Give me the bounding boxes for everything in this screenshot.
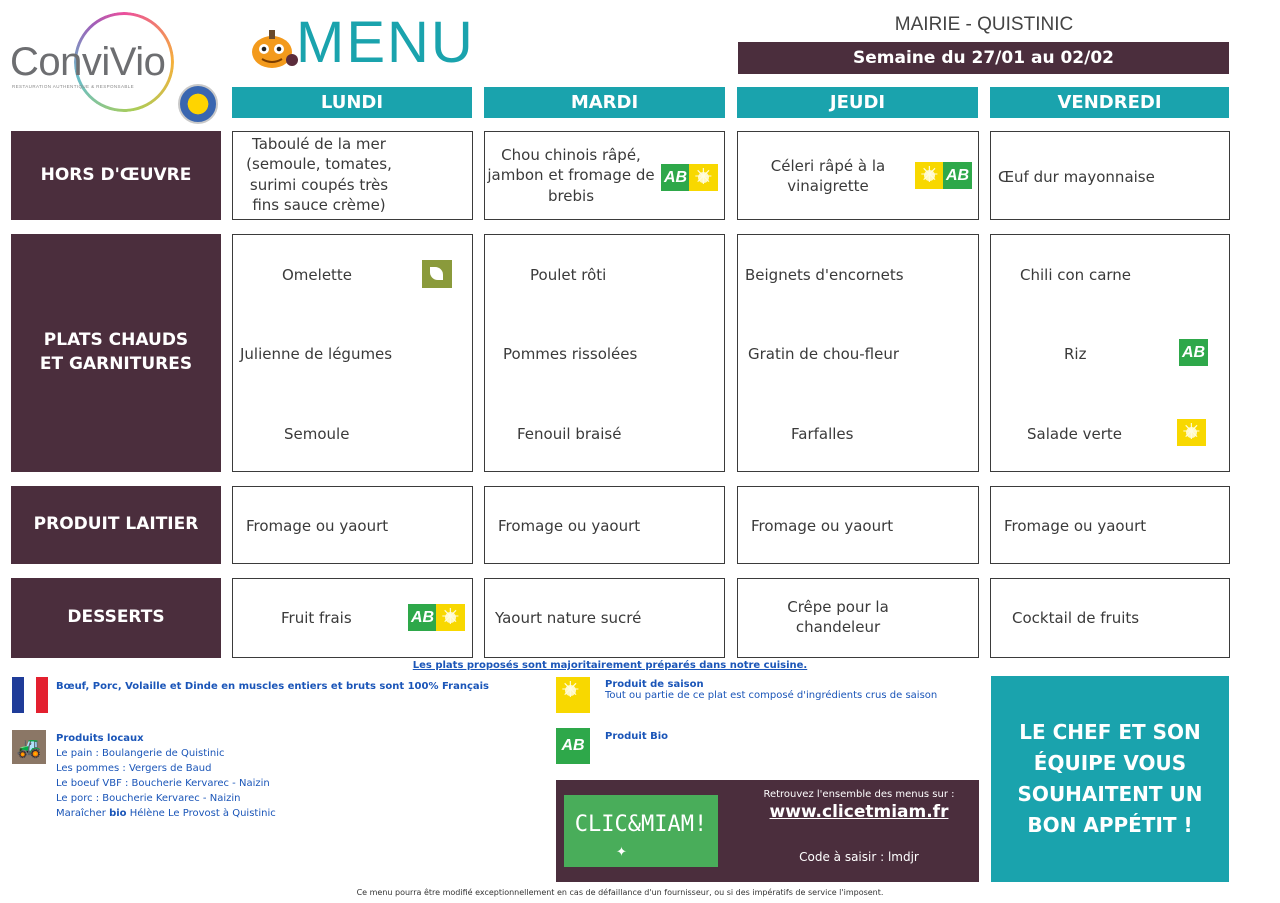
bio-ab-icon: AB — [1179, 339, 1208, 366]
day-header-vendredi: VENDREDI — [990, 87, 1229, 118]
french-flag-icon — [12, 677, 48, 713]
bio-ab-icon: AB — [661, 164, 690, 191]
pumpkin-mascot-icon — [250, 26, 298, 70]
logo-tagline: RESTAURATION AUTHENTIQUE & RESPONSABLE — [12, 84, 135, 89]
local-products: Produits locaux Le pain : Boulangerie de Quistinic Les pommes : Vergers de Baud Le boeuf VBF : Boucherie Kervarec - Naizin Le porc : Boucherie Kervarec - Naizin Maraîcher bio Hélène Le Provost à Quistinic — [56, 733, 276, 819]
logo-text: ConviVio — [10, 40, 166, 84]
dessert-vendredi: Cocktail de fruits — [990, 578, 1230, 658]
row-label-produit-laitier: PRODUIT LAITIER — [11, 486, 221, 564]
row-label-hors-doeuvre: HORS D'ŒUVRE — [11, 131, 221, 220]
legend-bio: Produit Bio — [605, 731, 669, 742]
find-menus-text: Retrouvez l'ensemble des menus sur : — [763, 789, 955, 800]
laitier-mardi: Fromage ou yaourt — [484, 486, 725, 564]
hors-doeuvre-lundi: Taboulé de la mer (semoule, tomates, surimi coupés très fins sauce crème) — [232, 131, 473, 220]
laitier-lundi: Fromage ou yaourt — [232, 486, 473, 564]
cursor-icon: ✦ — [616, 845, 627, 860]
row-label-desserts: DESSERTS — [11, 578, 221, 658]
bio-ab-icon: AB — [408, 604, 437, 631]
legend-season-icon — [556, 677, 590, 713]
plats-jeudi: Beignets d'encornets Gratin de chou-fleur Farfalles — [737, 234, 979, 472]
access-code: Code à saisir : lmdjr — [799, 850, 919, 864]
chef-message: LE CHEF ET SON ÉQUIPE VOUS SOUHAITENT UN BON APPÉTIT ! — [991, 676, 1229, 882]
legend-bio-icon: AB — [556, 728, 590, 764]
homemade-note: Les plats proposés sont majoritairement préparés dans notre cuisine. — [412, 660, 808, 671]
laitier-jeudi: Fromage ou yaourt — [737, 486, 979, 564]
season-sun-icon — [915, 162, 944, 189]
hors-doeuvre-jeudi: Céleri râpé à la vinaigrette ✳ AB — [737, 131, 979, 220]
week-banner: Semaine du 27/01 au 02/02 — [738, 42, 1229, 74]
plats-vendredi: Chili con carne Riz AB Salade verte ✳ — [990, 234, 1230, 472]
dessert-lundi: Fruit frais AB ✳ — [232, 578, 473, 658]
day-header-mardi: MARDI — [484, 87, 725, 118]
bio-ab-icon: AB — [943, 162, 972, 189]
tractor-icon: 🚜 — [12, 730, 46, 764]
mairie-label: MAIRIE - QUISTINIC — [894, 14, 1074, 35]
menu-title: MENU — [296, 10, 475, 75]
hors-doeuvre-mardi: Chou chinois râpé, jambon et fromage de brebis AB ✳ — [484, 131, 725, 220]
dessert-mardi: Yaourt nature sucré — [484, 578, 725, 658]
hors-doeuvre-vendredi: Œuf dur mayonnaise — [990, 131, 1230, 220]
clicetmiam-link[interactable]: www.clicetmiam.fr — [769, 802, 949, 822]
season-sun-icon — [1177, 419, 1206, 446]
season-sun-icon — [436, 604, 465, 631]
french-origin-text: Bœuf, Porc, Volaille et Dinde en muscles entiers et bruts sont 100% Français — [56, 681, 489, 692]
vegetarian-leaf-icon — [422, 260, 452, 288]
clicetmiam-logo: CLIC&MIAM! — [564, 795, 718, 867]
bleu-blanc-coeur-badge — [178, 84, 218, 124]
season-sun-icon — [689, 164, 718, 191]
plats-mardi: Poulet rôti Pommes rissolées Fenouil braisé — [484, 234, 725, 472]
day-header-lundi: LUNDI — [232, 87, 472, 118]
day-header-jeudi: JEUDI — [737, 87, 978, 118]
dessert-jeudi: Crêpe pour la chandeleur — [737, 578, 979, 658]
legend-season: Produit de saison Tout ou partie de ce plat est composé d'ingrédients crus de saison — [605, 679, 938, 701]
plats-lundi: Omelette Julienne de légumes Semoule — [232, 234, 473, 472]
laitier-vendredi: Fromage ou yaourt — [990, 486, 1230, 564]
row-label-plats-chauds: PLATS CHAUDS ET GARNITURES — [11, 234, 221, 472]
disclaimer: Ce menu pourra être modifié exceptionnellement en cas de défaillance d'un fournisseur, ou si des impératifs de service l'imposent. — [356, 888, 884, 897]
convivio-logo — [8, 10, 224, 118]
